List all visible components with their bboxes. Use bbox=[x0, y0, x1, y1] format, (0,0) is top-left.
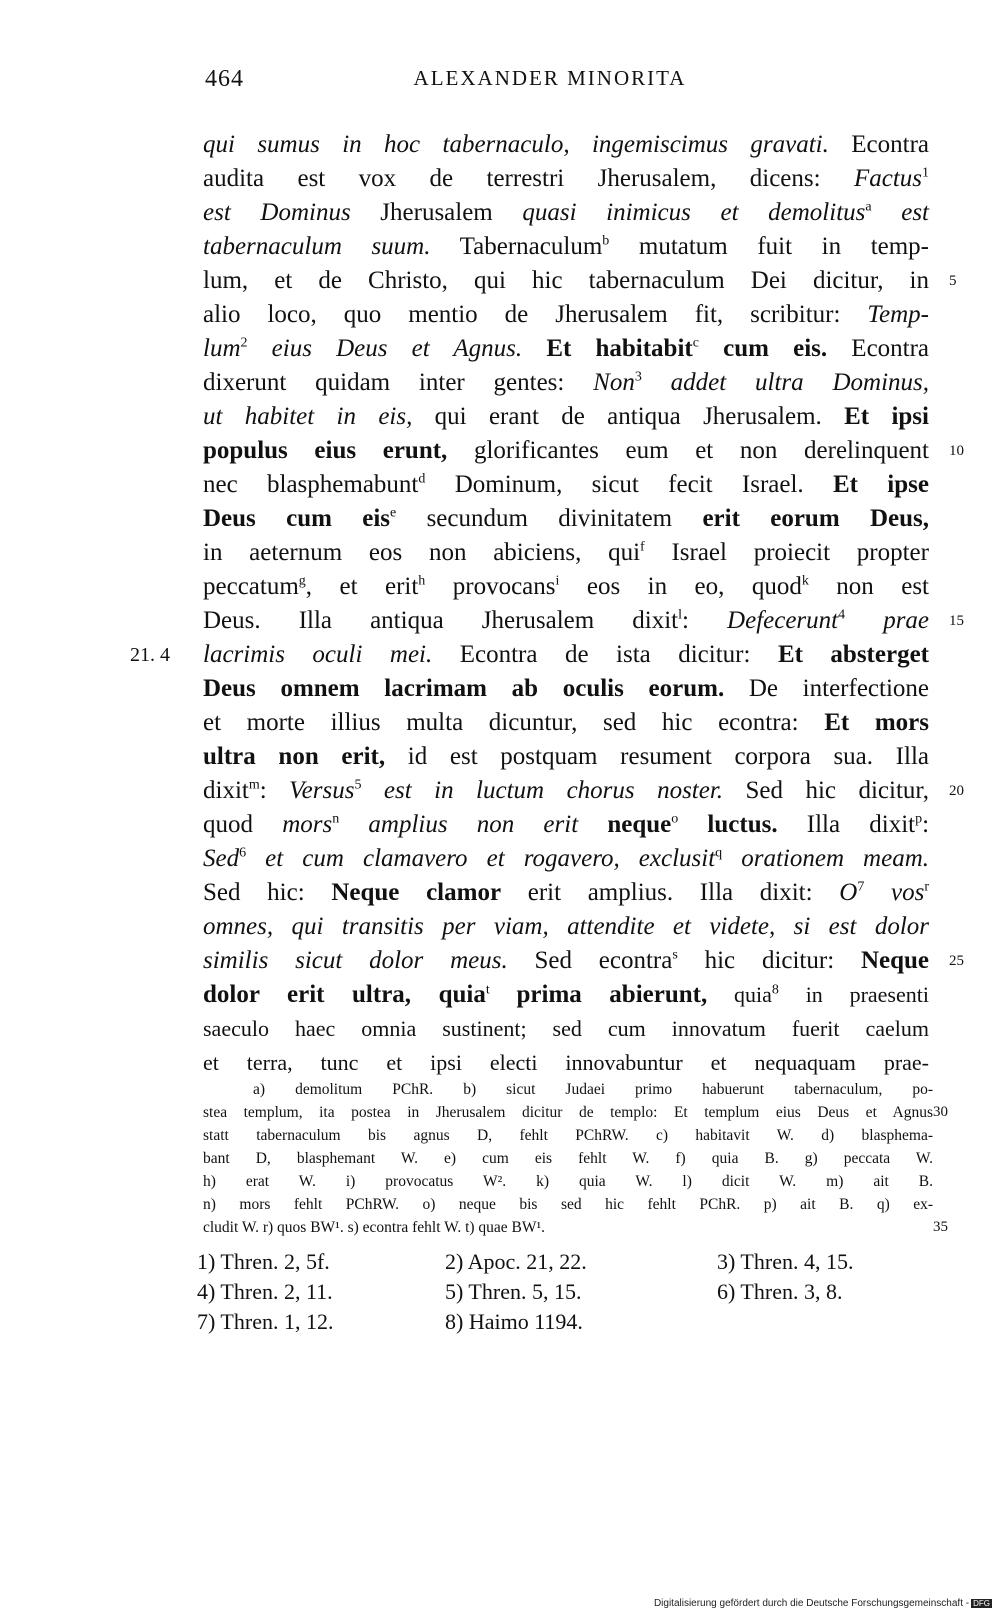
text-line: ultra non erit, id est postquam resument corpora sua. Illa bbox=[203, 743, 929, 770]
text-line: tabernaculum suum. Tabernaculum$^b$ mutatum fuit in temp- bbox=[203, 233, 930, 260]
text-line: ut habitet in eis, qui erant de antiqua Jherusalem. Et ipsi bbox=[203, 403, 929, 430]
text-line: et morte illius multa dicuntur, sed hic econtra: Et mors bbox=[203, 709, 929, 736]
line-number: 10 bbox=[949, 443, 964, 459]
reference-item: 6) Thren. 3, 8. bbox=[717, 1279, 843, 1304]
apparatus-line: h) erat W. i) provocatus W². k) quia W. l) dicit W. m) ait B. bbox=[203, 1173, 933, 1190]
page-header bbox=[205, 66, 920, 106]
text-line: et terra, tunc et ipsi electi innovabuntur et nequaquam prae- bbox=[203, 1050, 929, 1075]
text-line: Sed$^6$ et cum clamavero et rogavero, exclusit$^q$ orationem meam. bbox=[203, 845, 930, 872]
text-line: dolor erit ultra, quia$^t$ prima abierunt, quia$^8$ in praesenti bbox=[203, 981, 929, 1008]
line-number: 20 bbox=[949, 783, 964, 799]
apparatus-line: statt tabernaculum bis agnus D, fehlt PChRW. c) habitavit W. d) blasphema- bbox=[203, 1127, 933, 1144]
apparatus-line: stea templum, ita postea in Jherusalem dicitur de templo: Et templum eius Deus et Agnus 30 bbox=[203, 1101, 933, 1124]
main-text bbox=[130, 128, 964, 1080]
text-line: similis sicut dolor meus. Sed econtra$^s$ hic dicitur: Neque 25 bbox=[203, 944, 929, 978]
apparatus-line: cludit W. r) quos BW¹. s) econtra fehlt W. t) quae BW¹. 35 bbox=[203, 1216, 933, 1239]
line-number: 15 bbox=[949, 613, 964, 629]
text-line: qui sumus in hoc tabernaculo, ingemiscimus gravati. Econtra bbox=[203, 131, 929, 158]
line-number: 25 bbox=[949, 953, 964, 969]
text-line: 21. 4 lacrimis oculi mei. Econtra de ista dicitur: Et absterget bbox=[203, 638, 929, 672]
text-line: Deus cum eis$^e$ secundum divinitatem erit eorum Deus, bbox=[203, 505, 930, 532]
text-line: peccatum$^g$, et erit$^h$ provocans$^i$ eos in eo, quod$^k$ non est bbox=[203, 573, 930, 600]
line-number: 5 bbox=[949, 273, 957, 289]
scripture-reference: 21. 4 bbox=[130, 644, 170, 666]
text-line: Sed hic: Neque clamor erit amplius. Illa dixit: $O^7$ vos$^r$ bbox=[203, 879, 929, 906]
text-line: quod mors$^n$ amplius non erit neque$^o$ luctus. Illa dixit$^p$: bbox=[203, 811, 930, 838]
text-line: saeculo haec omnia sustinent; sed cum innovatum fuerit caelum bbox=[203, 1016, 929, 1041]
line-number: 35 bbox=[933, 1219, 948, 1235]
reference-item: 3) Thren. 4, 15. bbox=[717, 1249, 854, 1274]
reference-item: 4) Thren. 2, 11. bbox=[197, 1279, 333, 1304]
text-line: est Dominus Jherusalem quasi inimicus et demolitus$^a$ est bbox=[203, 199, 929, 226]
text-line: omnes, qui transitis per viam, attendite et videte, si est dolor bbox=[203, 913, 929, 940]
text-line: dixerunt quidam inter gentes: Non$^3$ addet ultra Dominus, bbox=[203, 369, 929, 396]
critical-apparatus bbox=[203, 1078, 948, 1239]
text-line: lum, et de Christo, qui hic tabernaculum Dei dicitur, in 5 bbox=[203, 264, 929, 298]
reference-item: 1) Thren. 2, 5f. bbox=[197, 1249, 330, 1274]
reference-row bbox=[197, 1307, 917, 1337]
apparatus-line: n) mors fehlt PChRW. o) neque bis sed hic fehlt PChR. p) ait B. q) ex- bbox=[203, 1196, 933, 1213]
text-line: Deus omnem lacrimam ab oculis eorum. De interfectione bbox=[203, 675, 930, 702]
page-number: 464 bbox=[205, 66, 244, 92]
text-line: alio loco, quo mentio de Jherusalem fit, scribitur: Temp- bbox=[203, 301, 929, 328]
running-title: ALEXANDER MINORITA bbox=[413, 66, 687, 90]
reference-item: 2) Apoc. 21, 22. bbox=[445, 1249, 587, 1274]
apparatus-line: a) demolitum PChR. b) sicut Judaei primo habuerunt tabernaculum, po- bbox=[253, 1081, 933, 1098]
reference-row bbox=[197, 1247, 917, 1277]
source-references bbox=[197, 1247, 917, 1337]
reference-item: 7) Thren. 1, 12. bbox=[197, 1309, 334, 1334]
reference-row bbox=[197, 1277, 917, 1307]
reference-item: 5) Thren. 5, 15. bbox=[445, 1279, 582, 1304]
text-line: in aeternum eos non abiciens, qui$^f$ Israel proiecit propter bbox=[203, 539, 929, 566]
reference-item: 8) Haimo 1194. bbox=[445, 1309, 583, 1334]
line-number: 30 bbox=[933, 1104, 948, 1120]
text-line: dixit$^m$: Versus$^5$ est in luctum chorus noster. Sed hic dicitur, 20 bbox=[203, 774, 929, 808]
text-line: lum$^2$ eius Deus et Agnus. Et habitabit$^c$ cum eis. Econtra bbox=[203, 335, 930, 362]
text-line: Deus. Illa antiqua Jherusalem dixit$^l$: Defecerunt$^4$ prae 15 bbox=[203, 604, 929, 638]
digitization-credit: Digitalisierung gefördert durch die Deutsche Forschungsgemeinschaft - DFG bbox=[653, 1598, 990, 1609]
text-line: nec blasphemabunt$^d$ Dominum, sicut fecit Israel. Et ipse bbox=[203, 471, 929, 498]
text-line: populus eius erunt, glorificantes eum et non derelinquent 10 bbox=[203, 434, 929, 468]
dfg-logo: DFG bbox=[973, 1599, 990, 1608]
apparatus-line: bant D, blasphemant W. e) cum eis fehlt W. f) quia B. g) peccata W. bbox=[203, 1150, 933, 1167]
text-line: audita est vox de terrestri Jherusalem, dicens: Factus$^1$ bbox=[203, 165, 929, 192]
